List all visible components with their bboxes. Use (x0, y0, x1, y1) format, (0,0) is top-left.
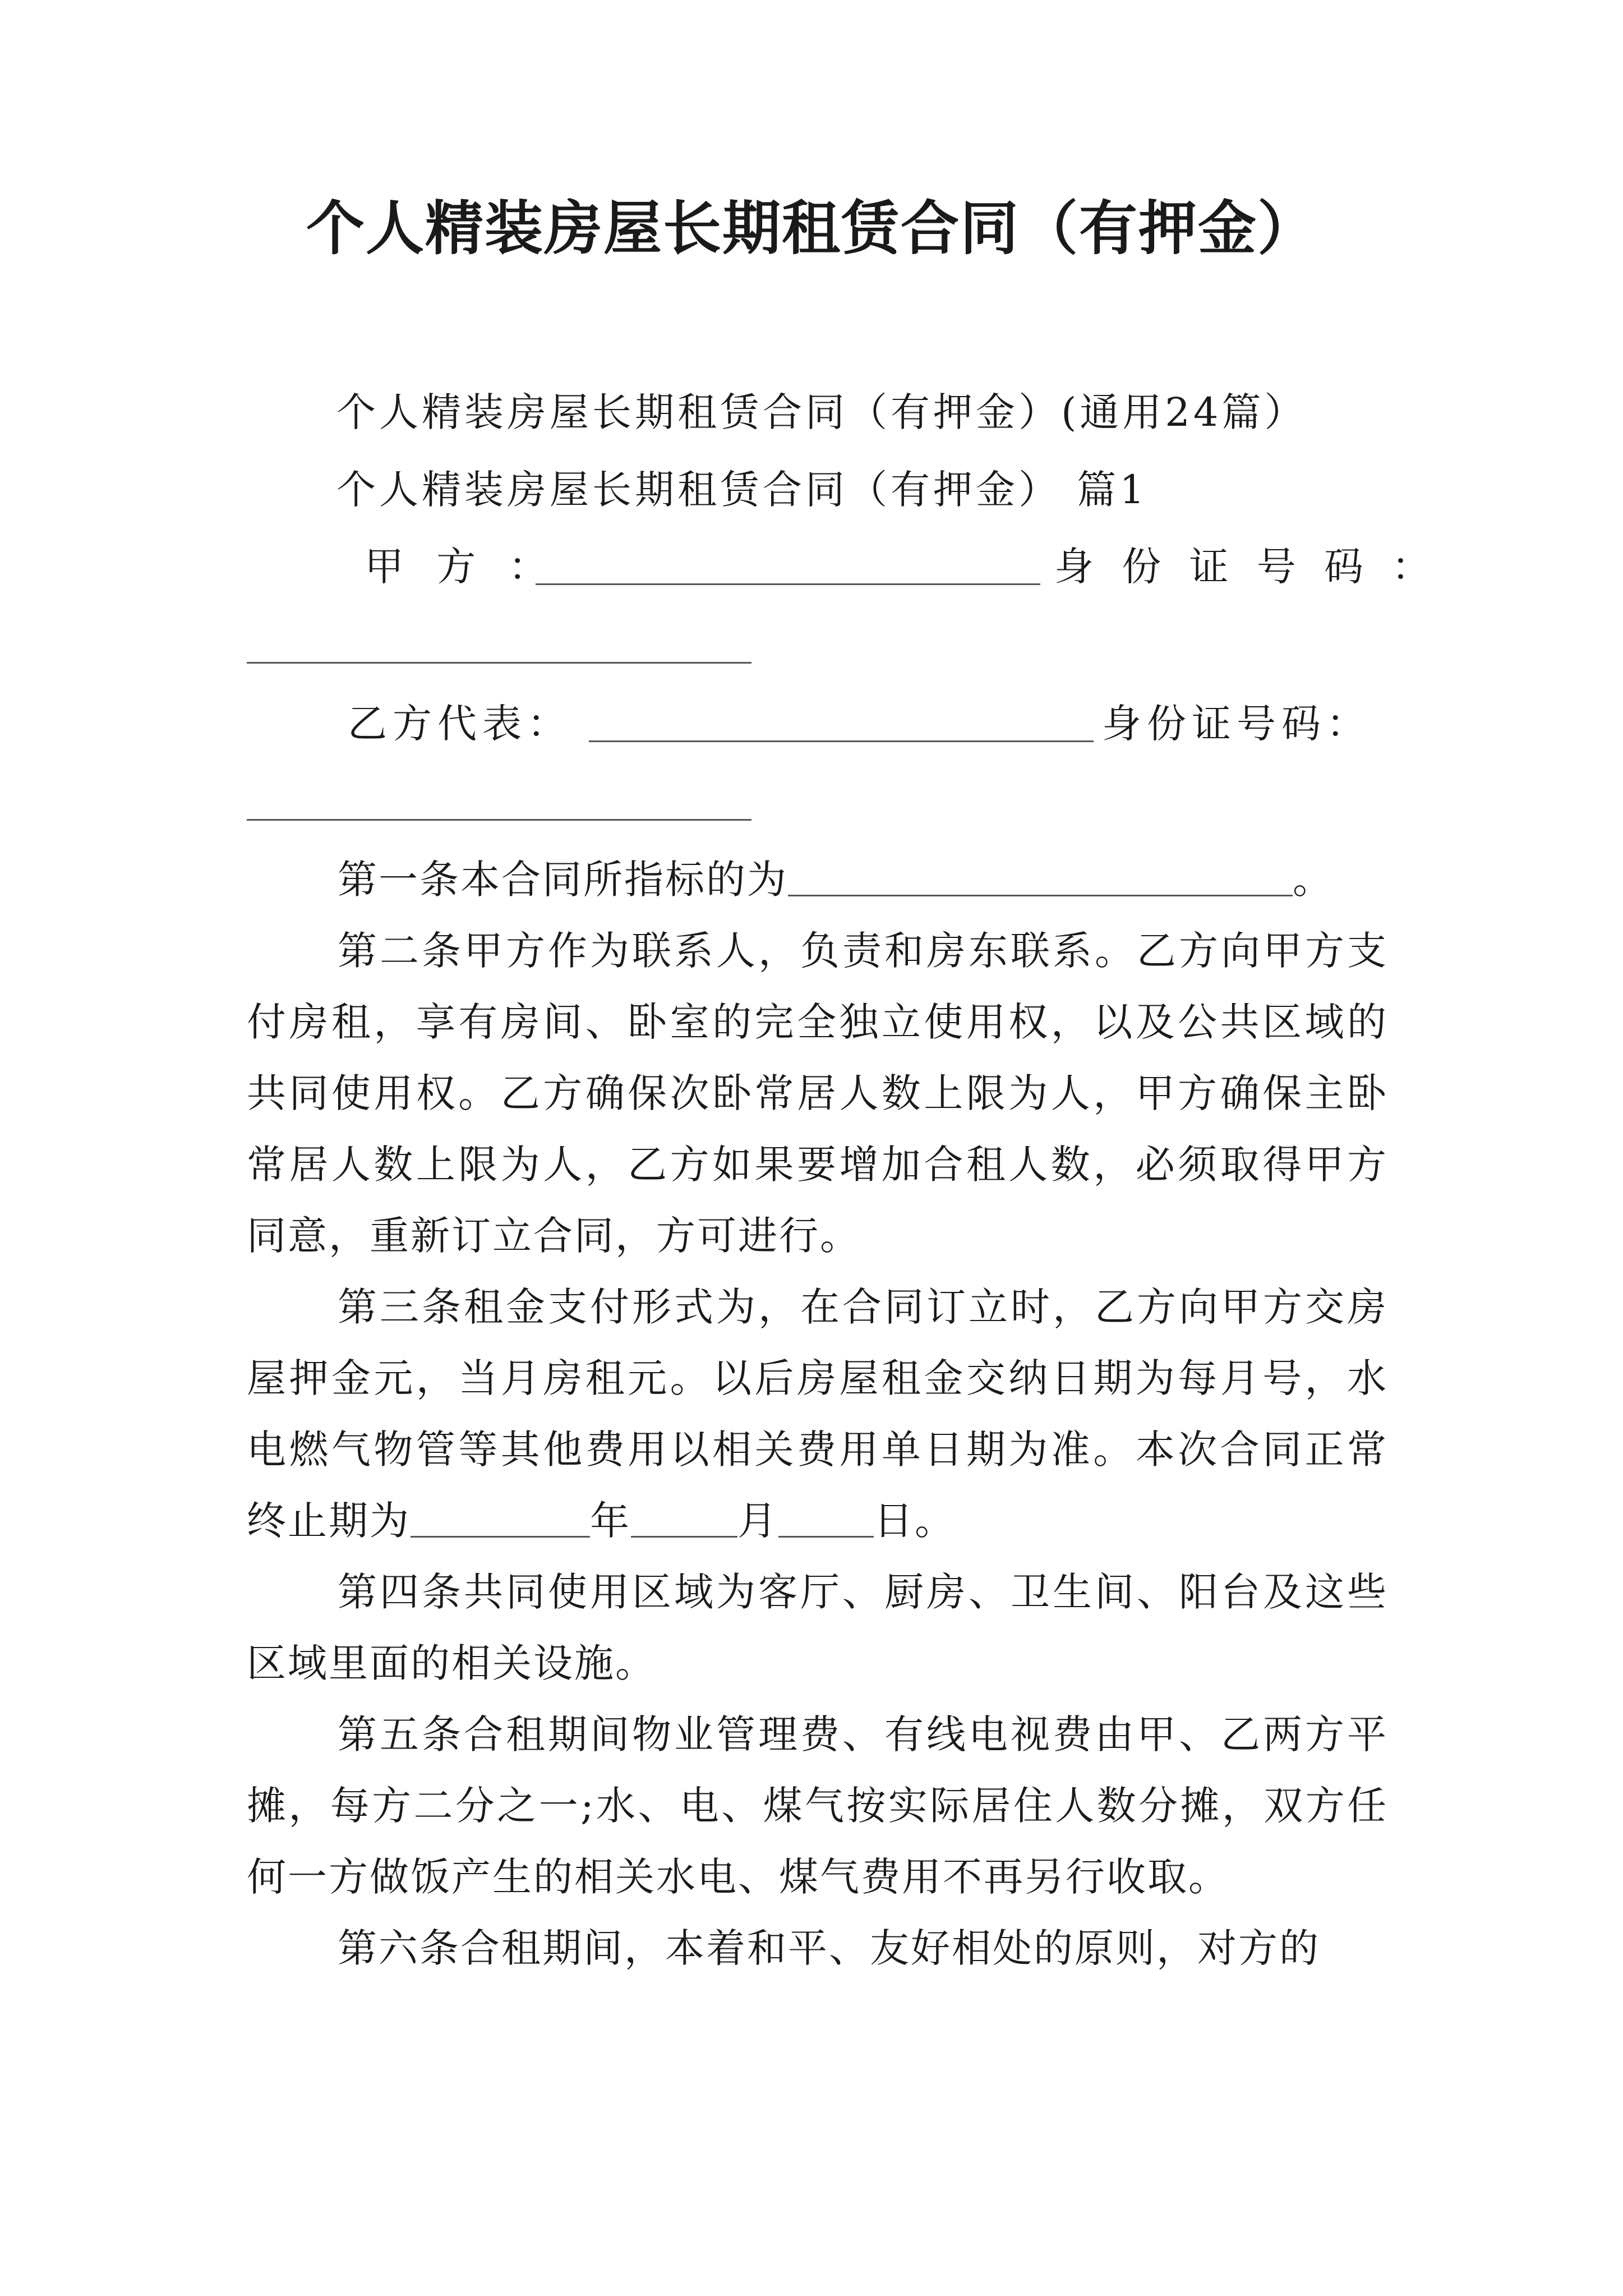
article-6: 第六条合租期间，本着和平、友好相处的原则，对方的 (338, 1925, 1320, 1971)
party-b-blank (589, 740, 1094, 742)
article-3 (247, 1272, 1388, 1557)
article-4: 第四条共同使用区域为客厅、厨房、卫生间、阳台及这些区域里面的相关设施。 (247, 1569, 1388, 1686)
party-a-label: 甲 方 ： (365, 544, 558, 590)
id-label-b: 身份证号码： (1102, 701, 1371, 747)
id-label-a: 身 份 证 号 码 ： (1054, 544, 1439, 590)
article-1-end: 。 (1293, 857, 1334, 903)
article-5: 第五条合租期间物业管理费、有线电视费由甲、乙两方平摊，每方二分之一;水、电、煤气按实际居住人数分摊，双方任何一方做饭产生的相关水电、煤气费用不再另行收取。 (247, 1711, 1388, 1900)
contract-body (247, 844, 1388, 1984)
article-1 (247, 844, 1388, 915)
party-b-label: 乙方代表： (348, 701, 572, 747)
article-1-text: 第一条本合同所指标的为 (338, 857, 788, 903)
month-label: 月 (737, 1498, 778, 1544)
article-2: 第二条甲方作为联系人，负责和房东联系。乙方向甲方支付房租，享有房间、卧室的完全独立使用权，以及公共区域的共同使用权。乙方确保次卧常居人数上限为人，甲方确保主卧常居人数上限为人，乙方如果要增加合租人数，必须取得甲方同意，重新订立合同，方可进行。 (247, 928, 1388, 1259)
year-label: 年 (590, 1498, 631, 1544)
article-3-text: 第三条租金支付形式为，在合同订立时，乙方向甲方交房屋押金元，当月房租元。以后房屋租金交纳日期为每月号，水电燃气物管等其他费用以相关费用单日期为准。本次合同正常终止期为 (247, 1284, 1388, 1544)
year-blank (411, 1503, 590, 1538)
day-blank (778, 1503, 874, 1538)
day-label: 日。 (874, 1498, 956, 1544)
party-a-blank (536, 583, 1040, 585)
id-a-blank (247, 662, 751, 664)
month-blank (631, 1503, 737, 1538)
article-1-blank (788, 862, 1293, 896)
id-b-blank (247, 819, 751, 821)
document-title: 个人精装房屋长期租赁合同（有押金） (306, 194, 1317, 263)
subtitle-collection: 个人精装房屋长期租赁合同（有押金）(通用24篇） (336, 389, 1307, 435)
subtitle-part: 个人精装房屋长期租赁合同（有押金） 篇1 (336, 467, 1148, 513)
